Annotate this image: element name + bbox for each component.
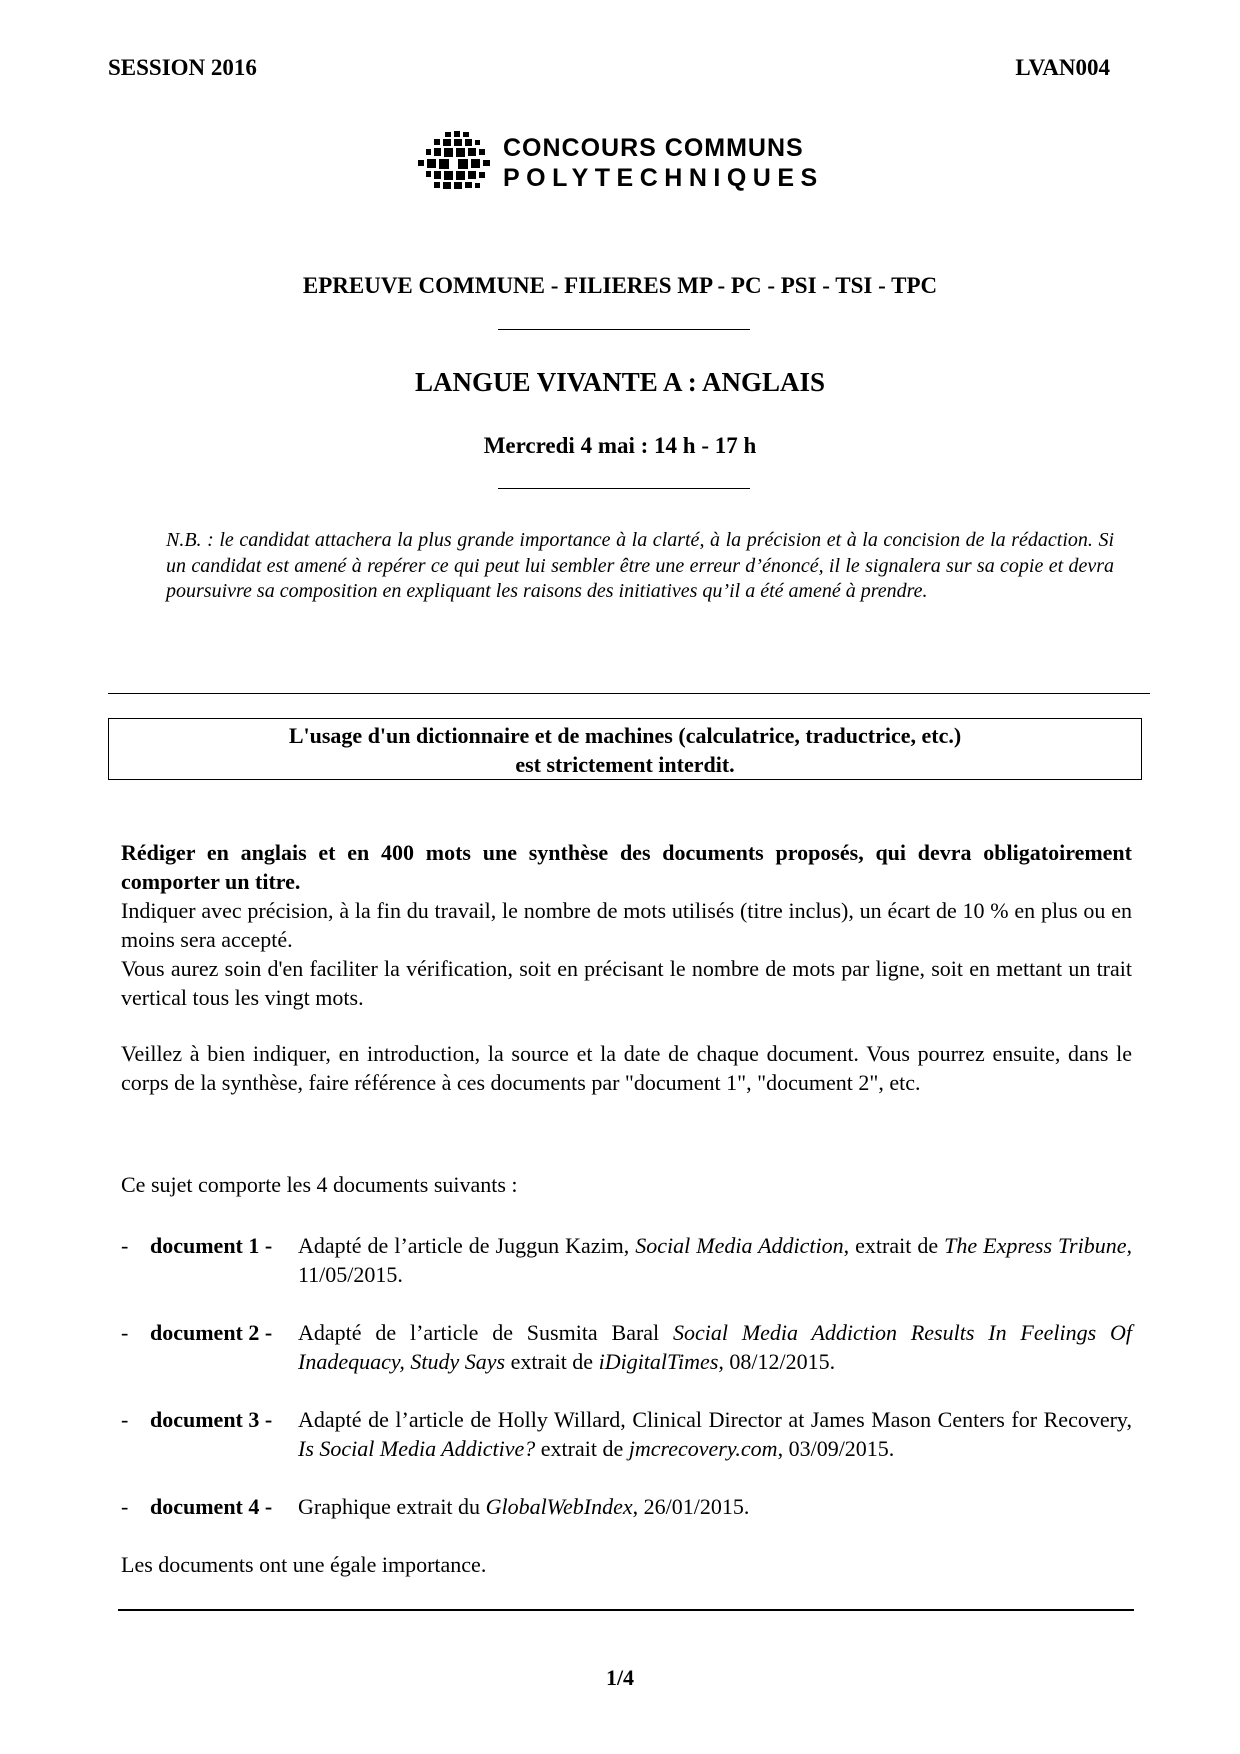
document-label: document 2 - [150,1320,273,1345]
prohibition-line-1: L'usage d'un dictionnaire et de machines (calculatrice, traductrice, etc.) [288,723,962,748]
source-name: The Express Tribune, [944,1233,1132,1258]
list-dash: - [121,1494,129,1519]
divider [498,329,750,330]
document-reference: Graphique extrait du GlobalWebIndex, 26/01/2015. [298,1494,750,1519]
document-label: document 3 - [150,1407,273,1432]
instruction-word-count: Indiquer avec précision, à la fin du travail, le nombre de mots utilisés (titre inclus), un écart de 10 % en plus ou en moins sera accepté. [121,898,1132,952]
page-number: 1/4 [605,1665,635,1690]
documents-intro: Ce sujet comporte les 4 documents suivants : [121,1172,518,1197]
document-label: document 4 - [150,1494,273,1519]
session-label: SESSION 2016 [108,55,257,80]
page-title: LANGUE VIVANTE A : ANGLAIS [414,367,826,397]
document-reference: Adapté de l’article de Juggun Kazim, Social Media Addiction, extrait de The Express Tribune, 11/05/2015. [298,1233,1132,1287]
instruction-main: Rédiger en anglais et en 400 mots une synthèse des documents proposés, qui devra obligatoirement comporter un titre. [121,840,1132,894]
exam-filieres: EPREUVE COMMUNE - FILIERES MP - PC - PSI - TSI - TPC [302,273,938,298]
article-title: Social Media Addiction Results In Feelings Of Inadequacy, Study Says [298,1320,1132,1374]
document-reference: Adapté de l’article de Holly Willard, Clinical Director at James Mason Centers for Recovery, Is Social Media Addictive? extrait de jmcrecovery.com, 03/09/2015. [298,1407,1132,1461]
divider [498,488,750,489]
document-label: document 1 - [150,1233,273,1258]
prohibition-line-2: est strictement interdit. [515,752,735,777]
source-name: jmcrecovery.com [628,1436,778,1461]
horizontal-rule [108,693,1150,694]
article-title: Social Media Addiction [635,1233,844,1258]
prohibition-box [108,718,1142,780]
article-title: Is Social Media Addictive? [298,1436,536,1461]
instruction-sources: Veillez à bien indiquer, en introduction, la source et la date de chaque document. Vous pourrez ensuite, dans le corps de la synthèse, faire référence à ces documents par "document 1", "document 2", etc. [121,1041,1132,1095]
logo-text [503,133,824,193]
dotted-globe-icon [418,130,494,194]
document-reference: Adapté de l’article de Susmita Baral Social Media Addiction Results In Feelings Of Inadequacy, Study Says extrait de iDigitalTimes, 08/12/2015. [298,1320,1132,1374]
logo-line-2: POLYTECHNIQUES [503,164,824,192]
instruction-verification: Vous aurez soin d'en faciliter la vérification, soit en précisant le nombre de mots par ligne, soit en mettant un trait vertical tous les vingt mots. [121,956,1132,1010]
closing-note: Les documents ont une égale importance. [121,1552,487,1577]
source-name: iDigitalTimes, [598,1349,724,1374]
horizontal-rule [118,1609,1134,1611]
list-dash: - [121,1320,129,1345]
instructions [121,838,1132,1012]
list-dash: - [121,1233,129,1258]
source-name: GlobalWebIndex [485,1494,633,1519]
list-dash: - [121,1407,129,1432]
exam-code: LVAN004 [1015,55,1110,80]
exam-date: Mercredi 4 mai : 14 h - 17 h [483,433,757,458]
nb-notice: N.B. : le candidat attachera la plus grande importance à la clarté, à la précision et à la concision de la rédaction. Si un candidat est amené à repérer ce qui peut lui sembler être une erreur d’énoncé, il le signalera sur sa copie et devra poursuivre sa composition en expliquant les raisons des initiatives qu’il a été amené à prendre. [166,529,1114,602]
logo-line-1: CONCOURS COMMUNS [503,134,804,162]
